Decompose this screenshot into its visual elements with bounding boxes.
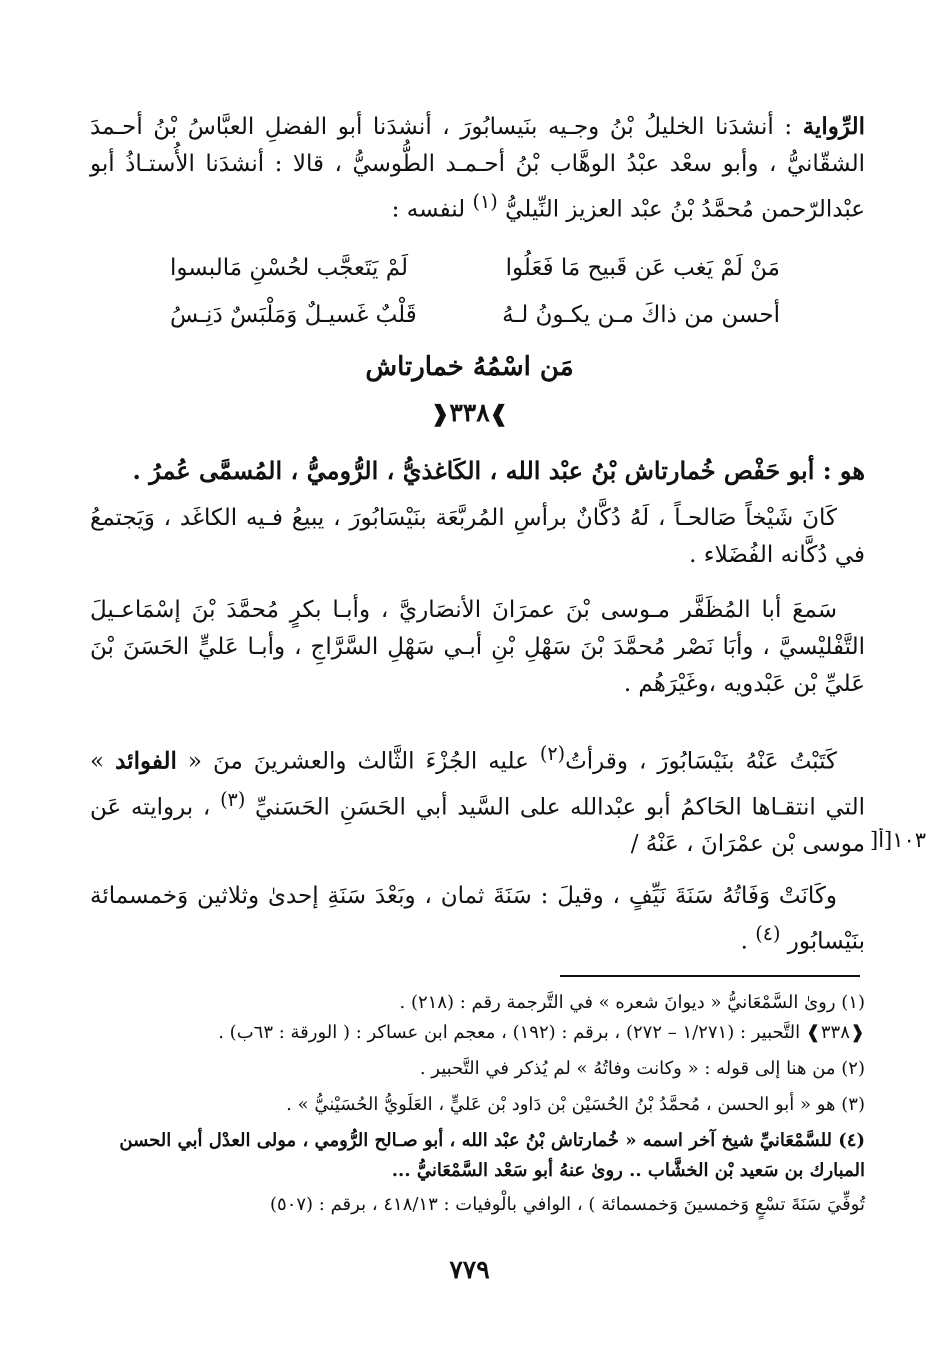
intro-text-end: لنفسه : [391,196,473,223]
footnote-entry-sources: ❰٣٣٨❱ التَّحبير : (١/٢٧١ – ٢٧٢) ، برقم : (١٩٢) ، معجم ابن عساكر : ( الورقة : ٦٣ب) . [218,1022,865,1043]
intro-note-ref: (١) [472,190,498,213]
footnote-4: (٤) للسَّمْعَانيِّ شيخ آخر اسمه « خُمارتاش بْنُ عبْد الله ، أبو صـالح الرُّومي ، مولى العدْل أبي الحسن المبارك بن سَعيد بْن الخشَّاب .. روىٰ عنهُ أبو سَعْد السَّمْعَانيُّ ... [119,1130,865,1181]
p3-note-ref-3: (٣) [220,787,246,811]
poem-verse-2-second-hemistich: قَلْبٌ غَسيـلٌ وَمَلْبَسٌ دَنِـسُ [170,302,417,328]
footnote-3: (٣) هو « أبو الحسن ، مُحمَّدُ بْنُ الحُسَيْن بْن دَاود بْن عَليٍّ ، العَلَويُّ الحُسَيْنيُّ » . [286,1094,865,1115]
footnote-2: (٢) من هنا إلى قوله : « وكانت وفاتُهُ » لم يُذكر في التَّحبير . [419,1058,865,1079]
p3-part-a: كَتَبْتُ عَنْهُ بنَيْسَابُورَ ، وقرأتُ [565,748,837,775]
page-number: ٧٧٩ [449,1255,490,1284]
p4-note-ref-4: (٤) [755,922,781,945]
footnote-1: (١) روىٰ السَّمْعَانيُّ « ديوانَ شعره » في التَّرجمة رقم : (٢١٨) . [399,992,865,1013]
poem-verse-2 [150,302,780,338]
poem-verse-1-second-hemistich: لَمْ يَتَعجَّب لحُسْنِ مَالبسوا [170,255,409,281]
footnote-separator [560,975,860,977]
intro-text: : أنشدَنا الخليلُ بْنُ وجـيه بنَيسابُورَ ، أنشدَنا أبو الفضلِ العبَّاسُ بْنُ أحـمدَ الشقّانيُّ ، وأبو سعْد عبْدُ الوهَّاب بْنُ أحـمـد الطُّوسيُّ ، قالا : أنشدَنا الأُستـاذُ أبو عبْدالرّحمن مُحمَّدُ بْنُ عبْد العزيز النِّيليُّ [90,114,865,223]
poem-verse-2-first-hemistich: أحسن من ذاكَ مـن يكـونُ لـهُ [502,302,780,328]
footnote-4-continuation: تُوفِّيَ سَنَةَ تسْعٍ وَخمسينَ وَخمسمائة ) ، الوافي بالْوفيات : ٤١٨/١٣ ، برقم : (٥٠٧) [270,1194,865,1215]
entry-paragraph-3 [90,735,865,863]
p4-part-b: . [740,928,756,955]
p3-part-c: » التي انتقـاها الحَاكمُ أبو عبْدالله على السَّيد أبي الحَسَنِ الحَسَنيِّ [90,748,866,821]
p3-part-b: عليه الجُزْءَ الثَّالث والعشرينَ منَ « [187,748,540,775]
entry-number-block [0,398,939,427]
margin-folio-reference: ]١٠٣[أ [870,828,927,852]
poem-verse-1 [150,255,780,291]
entry-paragraph-2: سَمعَ أبا المُظَفَّر مـوسى بْنَ عمرَانَ الأنصَاريَّ ، وأبـا بكرٍ مُحمَّدَ بْنَ إسْمَاعـيلَ التَّفْليْسيَّ ، وأبَا نَصْر مُحمَّدَ بْنَ سَهْلِ بْنِ أبـي سَهْلِ السَّرَّاجِ ، وأبـا عَليٍّ الحَسَنَ بْنَ عَليِّ بْن عَبْدويه ،وغَيْرَهُم . [90,597,865,697]
intro-paragraph [90,108,865,229]
p3-bold-title: الفوائد [115,747,177,775]
ornament-right-icon: ❱ [489,401,509,427]
ornament-left-icon: ❰ [430,401,450,427]
entry-number: ٣٣٨ [449,398,490,427]
section-title: مَن اسْمُهُ خمارتاش [365,352,574,382]
p3-part-d: ، بروايته عَن موسى بْن عمْرَانَ ، عَنْهُ / [90,794,865,858]
entry-paragraph-4 [90,878,865,961]
p4-part-a: وكَانَتْ وَفَاتُهُ سَنَةَ نَيِّفٍ ، وقيلَ : سَنَةَ ثمان ، وبَعْدَ سَنَةِ إحدىٰ وثلاثين وَخمسمائة بنَيْسابُور [90,883,865,955]
entry-paragraph-1: كَانَ شَيْخاً صَالحـاً ، لَهُ دُكَّانٌ برأسِ المُربَّعَة بنَيْسَابُورَ ، يبيعُ فـيه الكاغَد ، وَيَجتمعُ في دُكَّانه الفُضَلاء . [90,505,865,568]
entry-name-line: هو : أبو حَفْص خُمارتاش بْنُ عبْد الله ، الكَاغذيُّ ، الرُّوميُّ ، المُسمَّى عُمرُ . [132,456,865,485]
p3-note-ref-2: (٢) [539,742,566,765]
poem-verse-1-first-hemistich: مَنْ لَمْ يَغب عَن قَبيح مَا فَعَلُوا [505,255,780,281]
intro-label: الرِّواية [802,113,865,140]
